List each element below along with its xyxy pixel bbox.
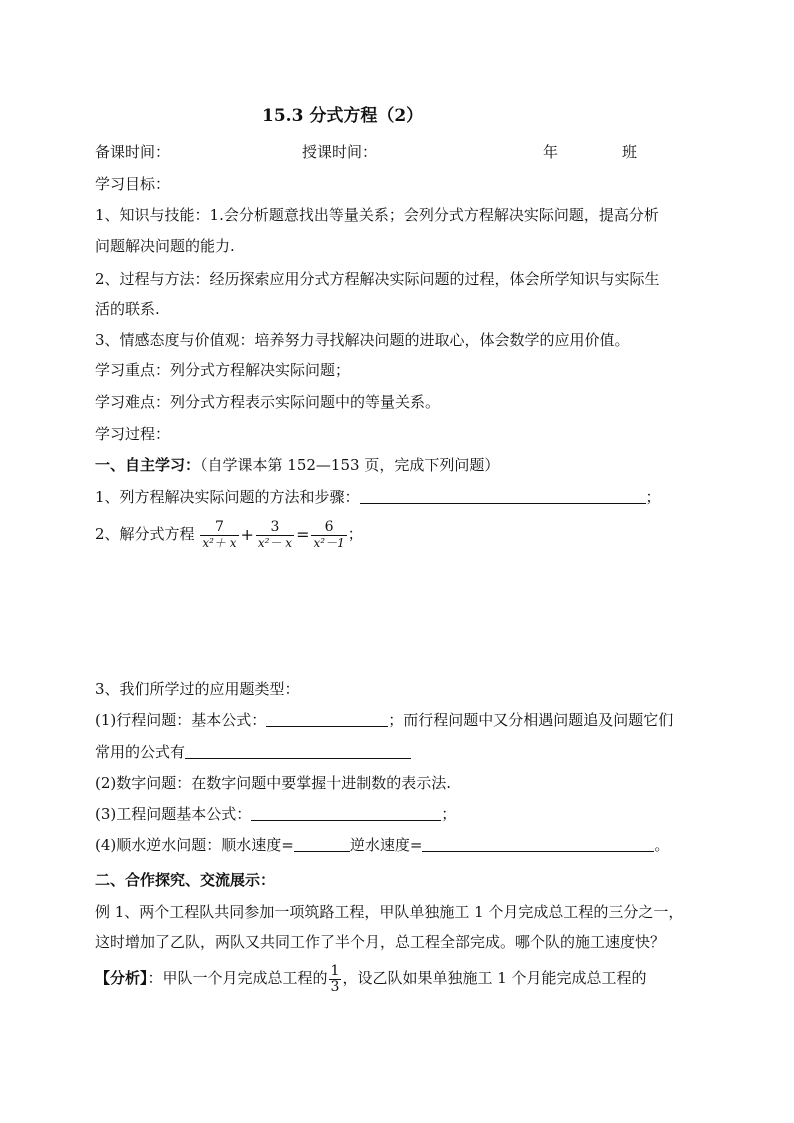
question-1-text: 1、列方程解决实际问题的方法和步骤： bbox=[95, 488, 360, 506]
type-1-text-c: 常用的公式有 bbox=[95, 743, 186, 761]
header-class: 班 bbox=[622, 143, 638, 161]
section-1-note: （自学课本第 152—153 页，完成下列问题） bbox=[200, 456, 500, 474]
type-4-end: 。 bbox=[654, 836, 670, 854]
type-1-text-b: ；而行程问题中又分相遇问题追及问题它们 bbox=[388, 711, 674, 729]
section-1-line bbox=[95, 453, 499, 477]
answer-blank-upstream[interactable] bbox=[422, 836, 654, 852]
equals-sign: = bbox=[296, 525, 310, 544]
answer-blank-downstream[interactable] bbox=[294, 836, 350, 852]
fraction-3 bbox=[256, 520, 294, 551]
example-1-line-2: 这时增加了乙队，两队又共同工作了半个月，总工程全部完成。哪个队的施工速度快？ bbox=[95, 933, 666, 951]
numerator: 7 bbox=[200, 520, 238, 536]
denominator: 3 bbox=[330, 978, 340, 995]
process-heading: 学习过程： bbox=[95, 425, 171, 443]
analysis-line bbox=[95, 954, 647, 1002]
answer-blank-travel-formula[interactable] bbox=[266, 711, 388, 727]
answer-blank-steps[interactable] bbox=[360, 488, 646, 504]
analysis-text-a: ：甲队一个月完成总工程的 bbox=[147, 969, 328, 987]
type-3-end: ； bbox=[441, 805, 457, 823]
question-2-text: 2、解分式方程 bbox=[95, 525, 195, 543]
fraction-7 bbox=[200, 520, 238, 551]
denominator: x²－1 bbox=[313, 535, 345, 550]
type-4-text-a: (4)顺水逆水问题：顺水速度= bbox=[95, 836, 294, 854]
header-year: 年 bbox=[543, 143, 559, 161]
question-1-end: ； bbox=[645, 488, 661, 506]
fraction-6 bbox=[311, 520, 346, 551]
goal-2-line-2: 活的联系. bbox=[95, 300, 160, 318]
example-1-line-1: 例 1、两个工程队共同参加一项筑路工程，甲队单独施工 1 个月完成总工程的三分之一， bbox=[95, 903, 684, 921]
numerator: 3 bbox=[256, 520, 294, 536]
goals-heading: 学习目标： bbox=[95, 175, 171, 193]
analysis-text-b: ，设乙队如果单独施工 1 个月能完成总工程的 bbox=[342, 969, 647, 987]
type-3 bbox=[95, 802, 456, 826]
answer-blank-work-formula[interactable] bbox=[251, 805, 441, 821]
question-3: 3、我们所学过的应用题类型： bbox=[95, 680, 300, 698]
numerator: 1 bbox=[330, 962, 340, 979]
fraction-one-third bbox=[329, 964, 342, 995]
key-point: 学习重点：列分式方程解决实际问题； bbox=[95, 361, 351, 379]
equation-end: ； bbox=[347, 525, 363, 543]
type-1-text-a: (1)行程问题：基本公式： bbox=[95, 711, 267, 729]
section-1-heading: 一、自主学习： bbox=[95, 456, 201, 474]
header-class-time: 授课时间： bbox=[302, 143, 378, 161]
section-2-heading: 二、合作探究、交流展示： bbox=[95, 871, 276, 889]
denominator: x²＋ x bbox=[202, 535, 237, 550]
type-4-text-b: 逆水速度= bbox=[349, 836, 423, 854]
numerator: 6 bbox=[311, 520, 346, 536]
goal-3: 3、情感态度与价值观：培养努力寻找解决问题的进取心，体会数学的应用价值。 bbox=[95, 331, 630, 349]
page-title: 15.3 分式方程（2） bbox=[262, 106, 424, 126]
type-1-line-2 bbox=[95, 740, 411, 764]
plus-sign: + bbox=[240, 525, 254, 544]
goal-2-line-1: 2、过程与方法：经历探索应用分式方程解决实际问题的过程，体会所学知识与实际生 bbox=[95, 270, 660, 288]
goal-1-line-1: 1、知识与技能：1.会分析题意找出等量关系；会列分式方程解决实际问题，提高分析 bbox=[95, 206, 659, 224]
answer-blank-travel-common[interactable] bbox=[185, 743, 411, 759]
difficulty: 学习难点：列分式方程表示实际问题中的等量关系。 bbox=[95, 393, 441, 411]
analysis-label: 【分析】 bbox=[95, 969, 148, 987]
header-prep-time: 备课时间： bbox=[95, 143, 171, 161]
denominator: x²－ x bbox=[257, 535, 293, 550]
type-3-text: (3)工程问题基本公式： bbox=[95, 805, 252, 823]
type-1-line-1 bbox=[95, 708, 673, 732]
type-4 bbox=[95, 833, 669, 857]
goal-1-line-2: 问题解决问题的能力. bbox=[95, 237, 235, 255]
question-2 bbox=[95, 510, 363, 558]
question-1 bbox=[95, 485, 661, 509]
type-2: (2)数字问题：在数字问题中要掌握十进制数的表示法. bbox=[95, 774, 452, 792]
